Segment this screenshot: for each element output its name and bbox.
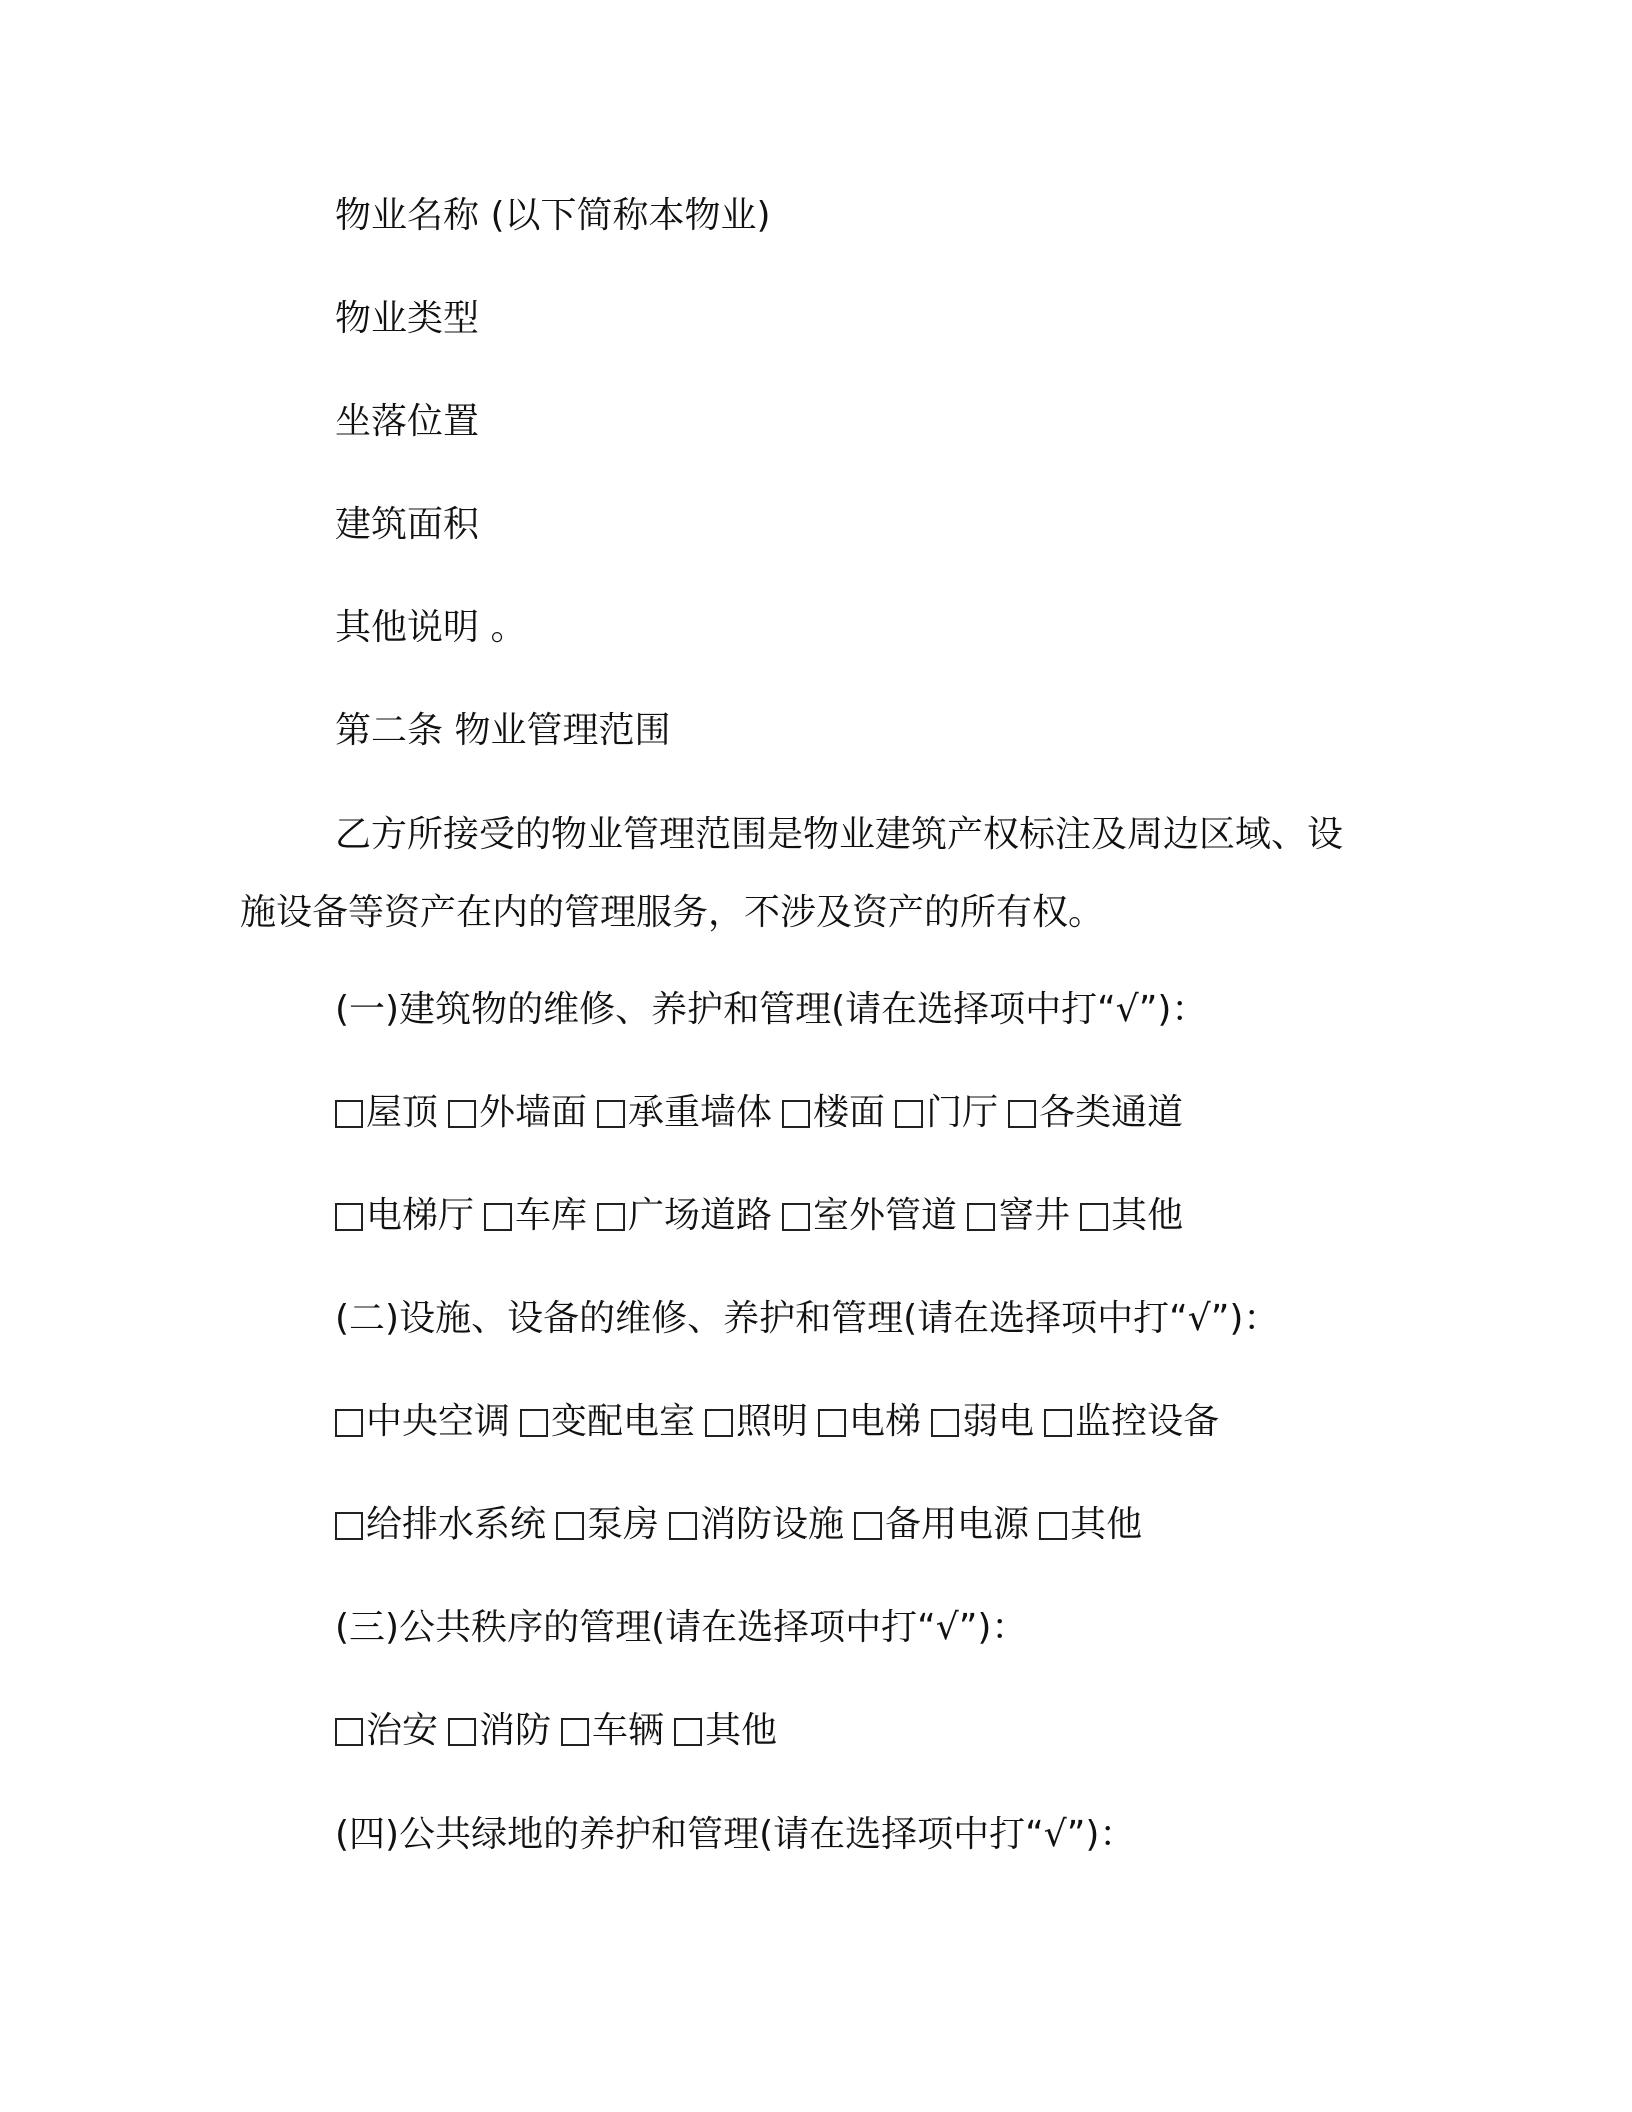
checkbox-option[interactable] bbox=[1039, 1503, 1142, 1547]
checkbox-option[interactable] bbox=[335, 1091, 438, 1135]
checkbox-label: 给排水系统 bbox=[366, 1504, 547, 1545]
other-notes-field: 其他说明 。 bbox=[335, 607, 527, 648]
checkbox-box[interactable] bbox=[818, 1409, 846, 1437]
section-3-checkbox-row-1 bbox=[335, 1709, 787, 1753]
checkbox-box[interactable] bbox=[782, 1203, 810, 1231]
checkbox-label: 外墙面 bbox=[479, 1092, 588, 1133]
checkbox-box[interactable] bbox=[335, 1100, 363, 1128]
section-2-title: (二)设施、设备的维修、养护和管理(请在选择项中打“√”)： bbox=[335, 1298, 1280, 1339]
checkbox-box[interactable] bbox=[967, 1203, 995, 1231]
checkbox-box[interactable] bbox=[597, 1100, 625, 1128]
checkbox-label: 车辆 bbox=[592, 1710, 665, 1751]
article-2-paragraph-line-1: 乙方所接受的物业管理范围是物业建筑产权标注及周边区域、设 bbox=[335, 814, 1344, 855]
checkbox-option[interactable] bbox=[335, 1400, 510, 1444]
checkbox-label: 其他 bbox=[705, 1710, 778, 1751]
section-3-title: (三)公共秩序的管理(请在选择项中打“√”)： bbox=[335, 1607, 1028, 1648]
checkbox-option[interactable] bbox=[520, 1400, 695, 1444]
checkbox-box[interactable] bbox=[854, 1512, 882, 1540]
article-2-heading: 第二条 物业管理范围 bbox=[335, 710, 671, 751]
checkbox-option[interactable] bbox=[669, 1503, 844, 1547]
checkbox-label: 屋顶 bbox=[366, 1092, 439, 1133]
checkbox-box[interactable] bbox=[782, 1100, 810, 1128]
checkbox-box[interactable] bbox=[335, 1512, 363, 1540]
section-4-title: (四)公共绿地的养护和管理(请在选择项中打“√”)： bbox=[335, 1814, 1136, 1855]
checkbox-option[interactable] bbox=[335, 1503, 546, 1547]
checkbox-option[interactable] bbox=[782, 1091, 885, 1135]
checkbox-option[interactable] bbox=[448, 1091, 587, 1135]
checkbox-label: 电梯厅 bbox=[366, 1195, 475, 1236]
checkbox-box[interactable] bbox=[705, 1409, 733, 1437]
checkbox-box[interactable] bbox=[1039, 1512, 1067, 1540]
checkbox-label: 窨井 bbox=[998, 1195, 1071, 1236]
checkbox-option[interactable] bbox=[335, 1194, 474, 1238]
checkbox-option[interactable] bbox=[448, 1709, 551, 1753]
checkbox-option[interactable] bbox=[561, 1709, 664, 1753]
section-1-title: (一)建筑物的维修、养护和管理(请在选择项中打“√”)： bbox=[335, 989, 1208, 1030]
checkbox-option[interactable] bbox=[484, 1194, 587, 1238]
checkbox-box[interactable] bbox=[335, 1718, 363, 1746]
checkbox-label: 照明 bbox=[736, 1401, 809, 1442]
checkbox-label: 消防 bbox=[479, 1710, 552, 1751]
checkbox-label: 中央空调 bbox=[366, 1401, 511, 1442]
checkbox-box[interactable] bbox=[895, 1100, 923, 1128]
checkbox-option[interactable] bbox=[597, 1091, 772, 1135]
checkbox-option[interactable] bbox=[967, 1194, 1070, 1238]
checkbox-label: 弱电 bbox=[962, 1401, 1035, 1442]
checkbox-box[interactable] bbox=[674, 1718, 702, 1746]
checkbox-label: 各类通道 bbox=[1039, 1092, 1184, 1133]
checkbox-box[interactable] bbox=[597, 1203, 625, 1231]
checkbox-box[interactable] bbox=[1008, 1100, 1036, 1128]
checkbox-box[interactable] bbox=[520, 1409, 548, 1437]
checkbox-label: 备用电源 bbox=[885, 1504, 1030, 1545]
checkbox-box[interactable] bbox=[1080, 1203, 1108, 1231]
checkbox-option[interactable] bbox=[895, 1091, 998, 1135]
checkbox-box[interactable] bbox=[1044, 1409, 1072, 1437]
checkbox-label: 车库 bbox=[515, 1195, 588, 1236]
checkbox-label: 变配电室 bbox=[551, 1401, 696, 1442]
checkbox-option[interactable] bbox=[782, 1194, 957, 1238]
checkbox-option[interactable] bbox=[1008, 1091, 1183, 1135]
checkbox-box[interactable] bbox=[448, 1718, 476, 1746]
checkbox-option[interactable] bbox=[674, 1709, 777, 1753]
checkbox-label: 消防设施 bbox=[700, 1504, 845, 1545]
article-2-paragraph-line-2: 施设备等资产在内的管理服务，不涉及资产的所有权。 bbox=[240, 892, 1105, 933]
checkbox-option[interactable] bbox=[556, 1503, 659, 1547]
checkbox-label: 其他 bbox=[1070, 1504, 1143, 1545]
property-name-field: 物业名称 (以下简称本物业) bbox=[335, 195, 771, 236]
section-2-checkbox-row-1 bbox=[335, 1400, 1229, 1444]
checkbox-box[interactable] bbox=[669, 1512, 697, 1540]
checkbox-option[interactable] bbox=[335, 1709, 438, 1753]
checkbox-box[interactable] bbox=[931, 1409, 959, 1437]
checkbox-label: 其他 bbox=[1111, 1195, 1184, 1236]
checkbox-label: 承重墙体 bbox=[628, 1092, 773, 1133]
checkbox-option[interactable] bbox=[705, 1400, 808, 1444]
checkbox-option[interactable] bbox=[931, 1400, 1034, 1444]
checkbox-box[interactable] bbox=[556, 1512, 584, 1540]
property-type-field: 物业类型 bbox=[335, 298, 480, 339]
checkbox-label: 监控设备 bbox=[1075, 1401, 1220, 1442]
checkbox-option[interactable] bbox=[1044, 1400, 1219, 1444]
section-1-checkbox-row-2 bbox=[335, 1194, 1193, 1238]
building-area-field: 建筑面积 bbox=[335, 504, 480, 545]
checkbox-option[interactable] bbox=[597, 1194, 772, 1238]
section-1-checkbox-row-1 bbox=[335, 1091, 1193, 1135]
location-field: 坐落位置 bbox=[335, 401, 480, 442]
checkbox-box[interactable] bbox=[335, 1203, 363, 1231]
checkbox-label: 电梯 bbox=[849, 1401, 922, 1442]
checkbox-option[interactable] bbox=[818, 1400, 921, 1444]
checkbox-label: 门厅 bbox=[926, 1092, 999, 1133]
checkbox-box[interactable] bbox=[335, 1409, 363, 1437]
checkbox-box[interactable] bbox=[484, 1203, 512, 1231]
checkbox-option[interactable] bbox=[1080, 1194, 1183, 1238]
checkbox-box[interactable] bbox=[561, 1718, 589, 1746]
checkbox-box[interactable] bbox=[448, 1100, 476, 1128]
checkbox-option[interactable] bbox=[854, 1503, 1029, 1547]
checkbox-label: 室外管道 bbox=[813, 1195, 958, 1236]
section-2-checkbox-row-2 bbox=[335, 1503, 1152, 1547]
checkbox-label: 治安 bbox=[366, 1710, 439, 1751]
checkbox-label: 广场道路 bbox=[628, 1195, 773, 1236]
checkbox-label: 楼面 bbox=[813, 1092, 886, 1133]
checkbox-label: 泵房 bbox=[587, 1504, 660, 1545]
